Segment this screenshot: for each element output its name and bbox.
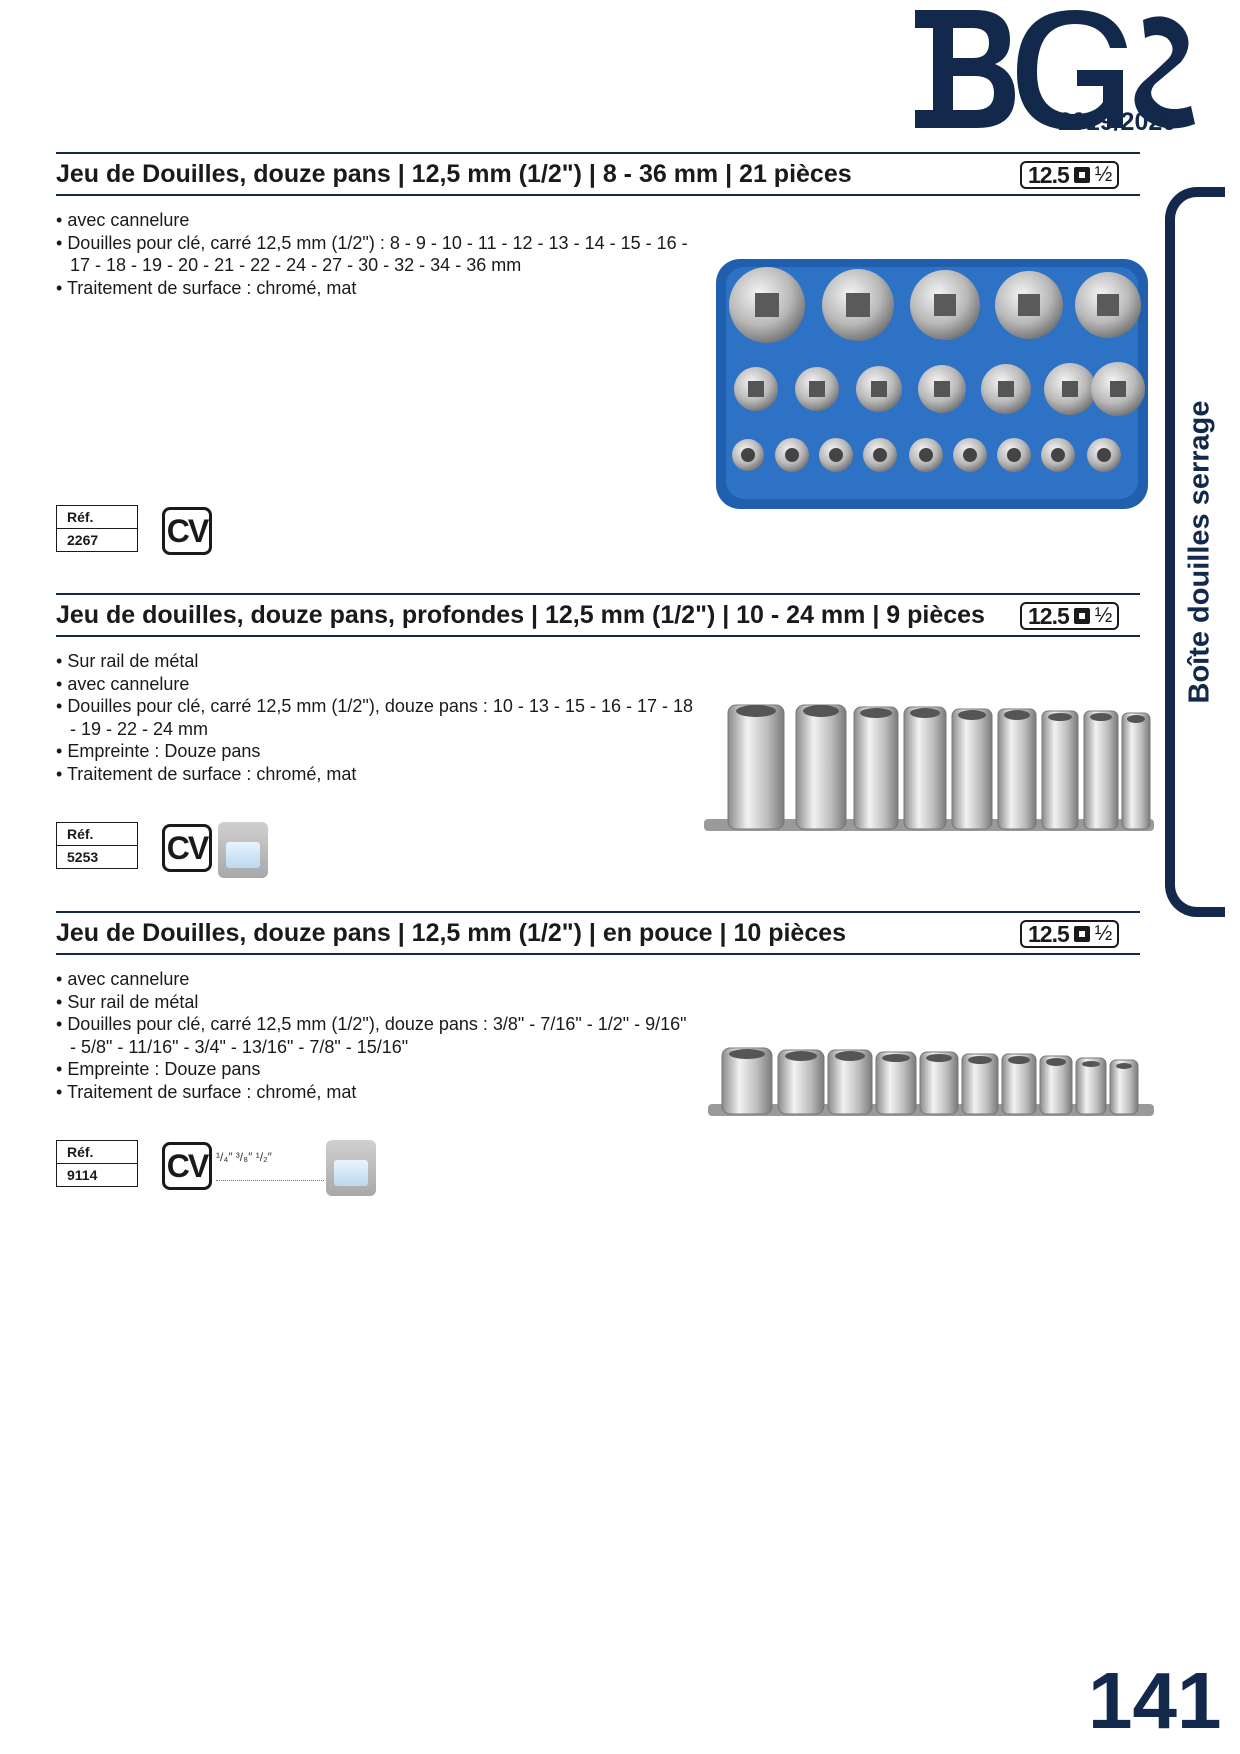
socket-rail-image bbox=[706, 1040, 1156, 1130]
section-rule bbox=[56, 911, 1140, 913]
badge-fraction: ½ bbox=[1094, 604, 1112, 627]
inch-scale-icon: ¹/₄″ ³/₈″ ¹/₂″ bbox=[216, 1150, 324, 1181]
reference-number: 2267 bbox=[67, 532, 99, 548]
reference-label: Réf. bbox=[57, 1141, 137, 1164]
reference-label: Réf. bbox=[57, 823, 137, 846]
feature-item: • Traitement de surface : chromé, mat bbox=[56, 277, 696, 300]
feature-list bbox=[56, 650, 696, 785]
reference-number: 5253 bbox=[67, 849, 99, 865]
drive-size-badge bbox=[1020, 602, 1119, 630]
product-title: Jeu de douilles, douze pans, profondes | 12,5 mm (1/2") | 10 - 24 mm | 9 pièces bbox=[56, 601, 985, 629]
product-title: Jeu de Douilles, douze pans | 12,5 mm (1/2") | en pouce | 10 pièces bbox=[56, 919, 847, 947]
section-rule bbox=[56, 152, 1140, 154]
feature-item: • Sur rail de métal bbox=[56, 650, 696, 673]
feature-item: • avec cannelure bbox=[56, 968, 696, 991]
catalog-year: 2019/2020 bbox=[1058, 108, 1177, 136]
badge-size: 12.5 bbox=[1028, 161, 1069, 188]
section-rule bbox=[56, 635, 1140, 637]
cv-steel-icon: CV bbox=[162, 824, 212, 872]
socket-set-case-image bbox=[712, 255, 1152, 523]
square-drive-icon bbox=[1074, 167, 1090, 183]
reference-label: Réf. bbox=[57, 506, 137, 529]
reference-number: 9114 bbox=[67, 1167, 98, 1183]
reference-box bbox=[56, 505, 138, 552]
square-drive-icon bbox=[1074, 926, 1090, 942]
metal-rail-icon bbox=[218, 822, 268, 878]
deep-socket-rail-image bbox=[702, 695, 1157, 845]
section-rule bbox=[56, 593, 1140, 595]
feature-list bbox=[56, 968, 696, 1103]
reference-box bbox=[56, 1140, 138, 1187]
reference-box bbox=[56, 822, 138, 869]
product-title: Jeu de Douilles, douze pans | 12,5 mm (1/2") | 8 - 36 mm | 21 pièces bbox=[56, 160, 852, 188]
feature-item: • Sur rail de métal bbox=[56, 991, 696, 1014]
drive-size-badge bbox=[1020, 161, 1119, 189]
metal-rail-icon bbox=[326, 1140, 376, 1196]
feature-item: • Douilles pour clé, carré 12,5 mm (1/2"), douze pans : 3/8" - 7/16" - 1/2" - 9/16" - 5/8" - 11/16" - 3/4" - 13/16" - 7/8" - 15/16" bbox=[56, 1013, 696, 1058]
feature-item: • Douilles pour clé, carré 12,5 mm (1/2"), douze pans : 10 - 13 - 15 - 16 - 17 - 18 - 19 - 22 - 24 mm bbox=[56, 695, 696, 740]
section-rule bbox=[56, 194, 1140, 196]
page-number: 141 bbox=[1088, 1656, 1222, 1745]
badge-size: 12.5 bbox=[1028, 920, 1069, 947]
feature-item: • Traitement de surface : chromé, mat bbox=[56, 1081, 696, 1104]
feature-list bbox=[56, 209, 696, 299]
square-drive-icon bbox=[1074, 608, 1090, 624]
cv-steel-icon: CV bbox=[162, 1142, 212, 1190]
feature-item: • Empreinte : Douze pans bbox=[56, 1058, 696, 1081]
side-tab bbox=[1165, 187, 1225, 917]
feature-item: • Douilles pour clé, carré 12,5 mm (1/2") : 8 - 9 - 10 - 11 - 12 - 13 - 14 - 15 - 16 - 17 - 18 - 19 - 20 - 21 - 22 - 24 - 27 - 30 - 32 - 34 - 36 mm bbox=[56, 232, 696, 277]
feature-item: • avec cannelure bbox=[56, 209, 696, 232]
badge-size: 12.5 bbox=[1028, 602, 1069, 629]
drive-size-badge bbox=[1020, 920, 1119, 948]
feature-item: • Empreinte : Douze pans bbox=[56, 740, 696, 763]
cv-steel-icon: CV bbox=[162, 507, 212, 555]
feature-item: • avec cannelure bbox=[56, 673, 696, 696]
side-tab-label: Boîte douilles serrage bbox=[1183, 400, 1216, 704]
section-rule bbox=[56, 953, 1140, 955]
badge-fraction: ½ bbox=[1094, 922, 1112, 945]
feature-item: • Traitement de surface : chromé, mat bbox=[56, 763, 696, 786]
badge-fraction: ½ bbox=[1094, 163, 1112, 186]
